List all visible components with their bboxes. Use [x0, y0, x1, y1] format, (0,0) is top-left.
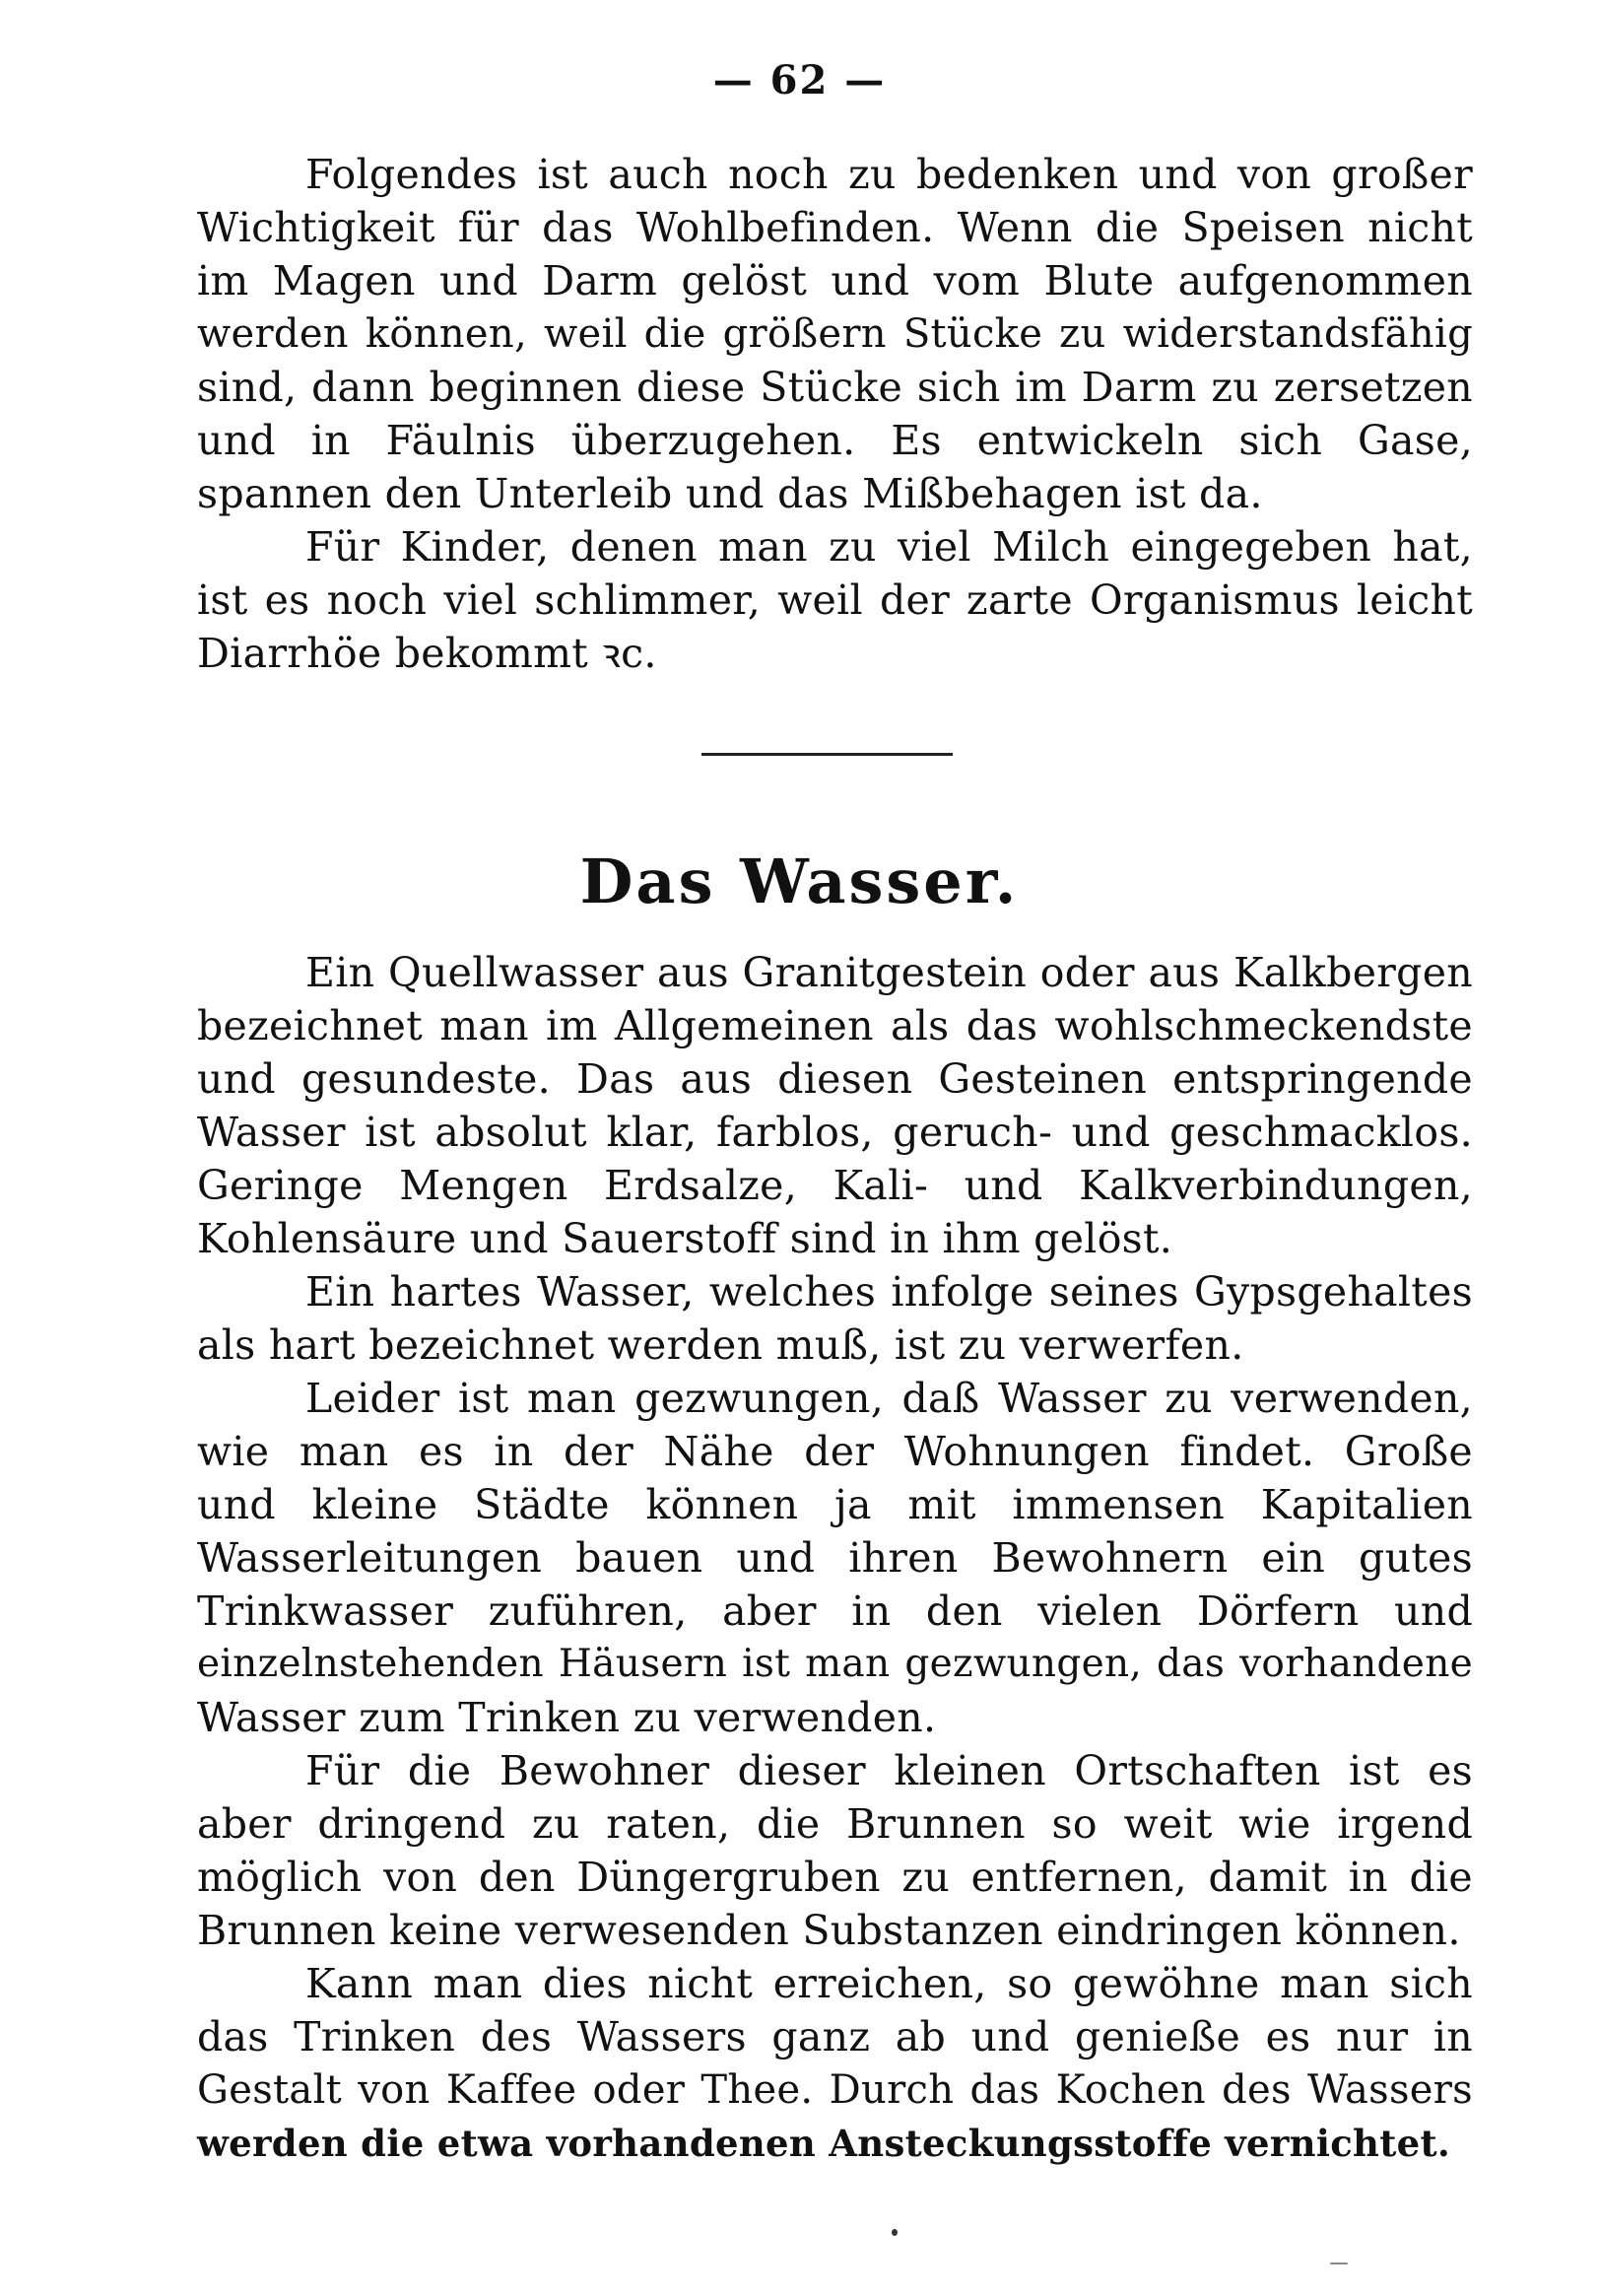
text-line: werden können, weil die größern Stücke zu widerstandsfähig — [197, 311, 1473, 357]
intro-text — [197, 148, 1473, 680]
text-line: Diarrhöe bekommt ꝛc. — [197, 630, 657, 677]
text-line: Für die Bewohner dieser kleinen Ortschaften ist es — [305, 1747, 1473, 1794]
text-line: und in Fäulnis überzugehen. Es entwickeln sich Gase, — [197, 417, 1473, 464]
text-line: und gesundeste. Das aus diesen Gesteinen entspringende — [197, 1055, 1473, 1103]
text-line: Wasser ist absolut klar, farblos, geruch- und geschmacklos. — [197, 1109, 1473, 1156]
paragraph — [197, 1957, 1473, 2170]
text-line: und kleine Städte können ja mit immensen Kapitalien — [197, 1481, 1473, 1528]
text-line: Folgendes ist auch noch zu bedenken und von großer — [305, 151, 1473, 198]
text-line: Wasserleitungen bauen und ihren Bewohnern ein gutes — [197, 1534, 1473, 1582]
paragraph — [197, 1372, 1473, 1744]
text-line: Gestalt von Kaffee oder Thee. Durch das Kochen des Wassers — [197, 2067, 1473, 2113]
text-line: Ein Quellwasser aus Granitgestein oder aus Kalkbergen — [305, 949, 1473, 996]
text-line: einzelnstehenden Häusern ist man gezwungen, das vorhandene — [197, 1642, 1473, 1686]
text-line: Brunnen keine verwesenden Substanzen eindringen können. — [197, 1907, 1461, 1954]
text-line: Kann man dies nicht erreichen, so gewöhne man sich — [305, 1960, 1473, 2007]
text-line: Kohlensäure und Sauerstoff sind in ihm gelöst. — [197, 1215, 1173, 1262]
paragraph — [197, 1744, 1473, 1957]
text-line: sind, dann beginnen diese Stücke sich im Darm zu zersetzen — [197, 364, 1473, 411]
text-line: Trinkwasser zuführen, aber in den vielen Dörfern und — [197, 1587, 1473, 1635]
section-divider — [701, 753, 953, 756]
text-line: spannen den Unterleib und das Mißbehagen ist da. — [197, 470, 1263, 517]
paragraph — [197, 148, 1473, 520]
text-line: Ein hartes Wasser, welches infolge seines Gypsgehaltes — [305, 1268, 1473, 1316]
text-line: möglich von den Düngergruben zu entfernen, damit in die — [197, 1854, 1473, 1901]
text-line: im Magen und Darm gelöst und vom Blute aufgenommen — [197, 257, 1473, 304]
paragraph — [197, 520, 1473, 680]
print-speck — [1330, 2262, 1348, 2264]
text-line: als hart bezeichnet werden muß, ist zu verwerfen. — [197, 1321, 1244, 1369]
paragraph — [197, 1265, 1473, 1372]
text-line: aber dringend zu raten, die Brunnen so weit wie irgend — [197, 1800, 1473, 1848]
text-line: werden die etwa vorhandenen Ansteckungsstoffe vernichtet. — [197, 2122, 1451, 2165]
section-text — [197, 946, 1473, 2170]
text-line: das Trinken des Wassers ganz ab und genieße es nur in — [197, 2013, 1473, 2060]
text-line: ist es noch viel schlimmer, weil der zarte Organismus leicht — [197, 576, 1473, 624]
text-line: Geringe Mengen Erdsalze, Kali- und Kalkverbindungen, — [197, 1162, 1473, 1209]
paragraph — [197, 946, 1473, 1265]
section-title: Das Wasser. — [579, 845, 1020, 917]
page-number: — 62 — — [712, 57, 887, 103]
text-line: wie man es in der Nähe der Wohnungen findet. Große — [197, 1428, 1473, 1475]
text-line: bezeichnet man im Allgemeinen als das wohlschmeckendste — [197, 1002, 1473, 1049]
text-line: Für Kinder, denen man zu viel Milch eingegeben hat, — [305, 523, 1473, 571]
text-line: Wichtigkeit für das Wohlbefinden. Wenn die Speisen nicht — [197, 204, 1473, 251]
text-line: Leider ist man gezwungen, daß Wasser zu verwenden, — [305, 1375, 1473, 1422]
print-speck — [892, 2229, 898, 2236]
text-line: Wasser zum Trinken zu verwenden. — [197, 1694, 937, 1741]
